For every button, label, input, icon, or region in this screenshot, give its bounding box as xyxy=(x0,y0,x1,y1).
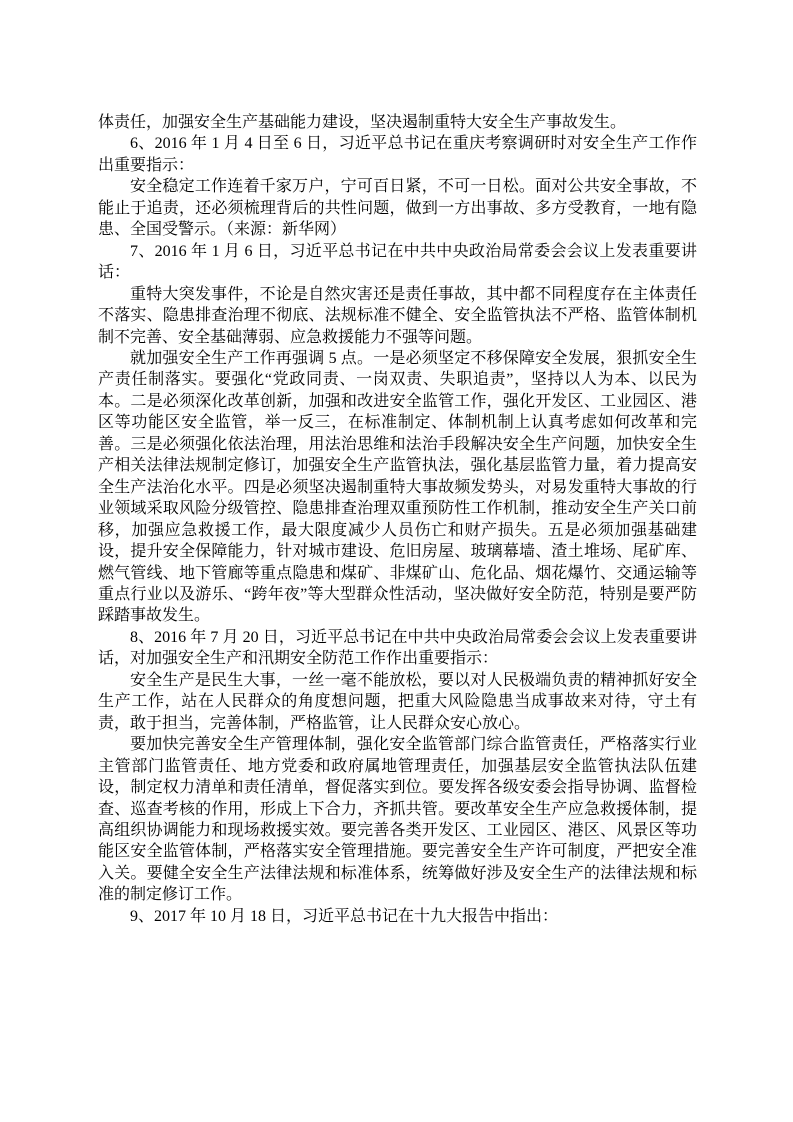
paragraph: 体责任，加强安全生产基础能力建设，坚决遏制重特大安全生产事故发生。 xyxy=(98,114,627,131)
document-body xyxy=(98,112,697,927)
paragraph: 7、2016 年 1 月 6 日，习近平总书记在中共中央政治局常委会会议上发表重要讲话： xyxy=(98,242,697,282)
paragraph: 就加强安全生产工作再强调 5 点。一是必须坚定不移保障安全发展，狠抓安全生产责任制落实。要强化“党政同责、一岗双责、失职追责”，坚持以人为本、以民为本。二是必须深化改革创新，加强和改进安全监管工作，强化开发区、工业园区、港区等功能区安全监管，举一反三，在标准制定、体制机制上认真考虑如何改革和完善。三是必须强化依法治理，用法治思维和法治手段解决安全生产问题，加快安全生产相关法律法规制定修订，加强安全生产监管执法，强化基层监管力量，着力提高安全生产法治化水平。四是必须坚决遏制重特大事故频发势头，对易发重特大事故的行业领域采取风险分级管控、隐患排查治理双重预防性工作机制，推动安全生产关口前移，加强应急救援工作，最大限度减少人员伤亡和财产损失。五是必须加强基础建设，提升安全保障能力，针对城市建设、危旧房屋、玻璃幕墙、渣土堆场、尾矿库、燃气管线、地下管廊等重点隐患和煤矿、非煤矿山、危化品、烟花爆竹、交通运输等重点行业以及游乐、“跨年夜”等大型群众性活动，坚决做好安全防范，特别是要严防踩踏事故发生。 xyxy=(98,349,697,625)
paragraph: 安全稳定工作连着千家万户，宁可百日紧，不可一日松。面对公共安全事故，不能止于追责，还必须梳理背后的共性问题，做到一方出事故、多方受教育，一地有隐患、全国受警示。（来源：新华网） xyxy=(98,178,697,239)
paragraph: 要加快完善安全生产管理体制，强化安全监管部门综合监管责任，严格落实行业主管部门监管责任、地方党委和政府属地管理责任，加强基层安全监管执法队伍建设，制定权力清单和责任清单，督促落实到位。要发挥各级安委会指导协调、监督检查、巡查考核的作用，形成上下合力，齐抓共管。要改革安全生产应急救援体制，提高组织协调能力和现场救援实效。要完善各类开发区、工业园区、港区、风景区等功能区安全监管体制，严格落实安全管理措施。要完善安全生产许可制度，严把安全准入关。要健全安全生产法律法规和标准体系，统筹做好涉及安全生产的法律法规和标准的制定修订工作。 xyxy=(98,736,697,904)
paragraph: 8、2016 年 7 月 20 日，习近平总书记在中共中央政治局常委会会议上发表重要讲话，对加强安全生产和汛期安全防范工作作出重要指示： xyxy=(98,628,697,668)
paragraph: 9、2017 年 10 月 18 日，习近平总书记在十九大报告中指出： xyxy=(130,907,559,925)
paragraph: 重特大突发事件，不论是自然灾害还是责任事故，其中都不同程度存在主体责任不落实、隐患排查治理不彻底、法规标准不健全、安全监管执法不严格、监管体制机制不完善、安全基础薄弱、应急救援能力不强等问题。 xyxy=(98,285,697,346)
paragraph: 安全生产是民生大事，一丝一毫不能放松，要以对人民极端负责的精神抓好安全生产工作，站在人民群众的角度想问题，把重大风险隐患当成事故来对待，守土有责，敢于担当，完善体制，严格监管，让人民群众安心放心。 xyxy=(98,671,697,732)
paragraph: 6、2016 年 1 月 4 日至 6 日，习近平总书记在重庆考察调研时对安全生产工作作出重要指示： xyxy=(98,135,697,174)
